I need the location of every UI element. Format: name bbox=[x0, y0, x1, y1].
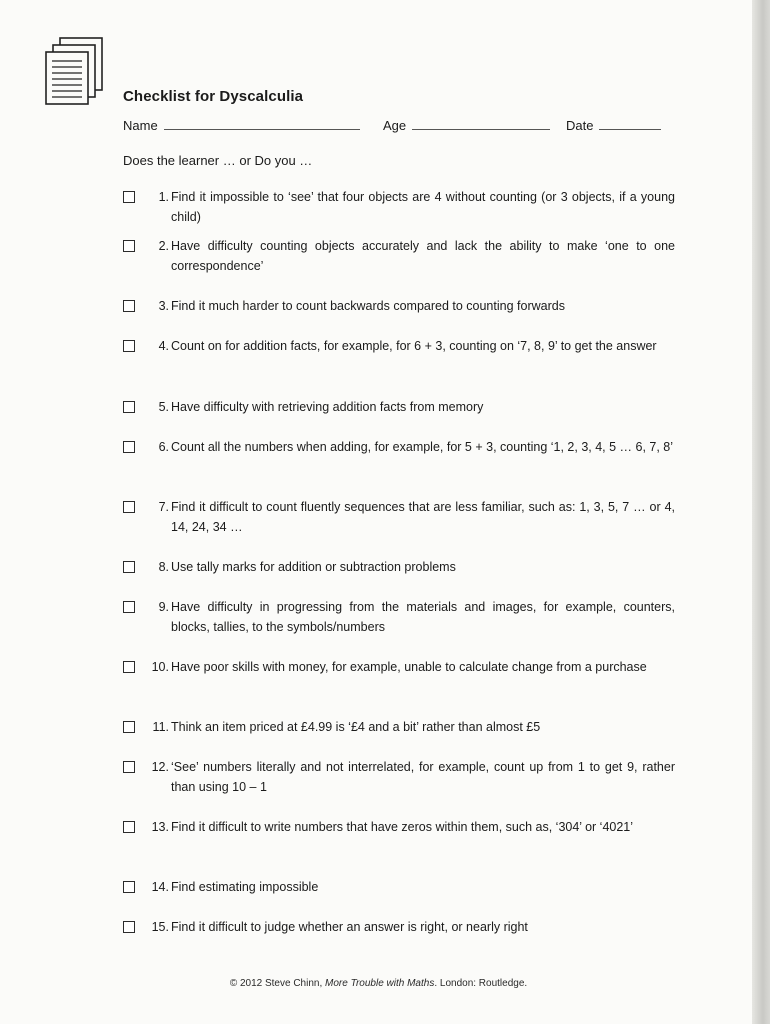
item-text: Count all the numbers when adding, for example, for 5 + 3, counting ‘1, 2, 3, 4, 5 … 6, 7, 8’ bbox=[171, 440, 674, 454]
item-text: Have difficulty in progressing from the materials and images, for example, counters, blocks, tallies, to the symbols/numbers bbox=[171, 600, 675, 634]
checklist-item bbox=[123, 877, 675, 897]
item-number: 3. bbox=[158, 299, 169, 313]
item-number: 14. bbox=[151, 880, 169, 894]
intro-text: Does the learner … or Do you … bbox=[123, 153, 313, 168]
footer-book-title: More Trouble with Maths bbox=[325, 978, 435, 989]
checklist-item bbox=[123, 236, 675, 276]
item-number: 8. bbox=[158, 560, 169, 574]
checkbox[interactable] bbox=[123, 401, 135, 413]
page-binding-shadow bbox=[752, 0, 770, 1024]
checklist-item bbox=[123, 657, 675, 677]
item-text: Have poor skills with money, for example, unable to calculate change from a purchase bbox=[171, 660, 647, 674]
checklist-item bbox=[123, 397, 675, 417]
footer-prefix: © 2012 Steve Chinn, bbox=[229, 978, 326, 989]
item-number: 6. bbox=[158, 440, 169, 454]
item-text: Find estimating impossible bbox=[171, 880, 319, 894]
learner-fields bbox=[123, 117, 673, 137]
age-field[interactable] bbox=[383, 117, 550, 133]
checkbox[interactable] bbox=[123, 240, 135, 252]
name-line bbox=[164, 117, 360, 130]
item-number: 2. bbox=[158, 239, 169, 253]
date-field[interactable] bbox=[566, 117, 661, 133]
checklist-item bbox=[123, 497, 675, 537]
name-field[interactable] bbox=[123, 117, 360, 133]
item-number: 12. bbox=[151, 760, 169, 774]
checkbox[interactable] bbox=[123, 881, 135, 893]
item-text: ‘See’ numbers literally and not interrelated, for example, count up from 1 to get 9, rather than using 10 – 1 bbox=[171, 760, 675, 794]
checkbox[interactable] bbox=[123, 501, 135, 513]
footer-suffix: . London: Routledge. bbox=[434, 978, 528, 989]
checklist-item bbox=[123, 597, 675, 637]
item-number: 1. bbox=[158, 190, 169, 204]
item-text: Find it impossible to ‘see’ that four objects are 4 without counting (or 3 objects, if a young child) bbox=[171, 190, 675, 224]
item-number: 15. bbox=[151, 920, 169, 934]
checkbox[interactable] bbox=[123, 300, 135, 312]
checkbox[interactable] bbox=[123, 340, 135, 352]
item-text: Find it much harder to count backwards compared to counting forwards bbox=[171, 299, 565, 313]
checkbox[interactable] bbox=[123, 191, 135, 203]
date-label: Date bbox=[566, 118, 594, 133]
checkbox[interactable] bbox=[123, 441, 135, 453]
checkbox[interactable] bbox=[123, 821, 135, 833]
item-number: 7. bbox=[158, 500, 169, 514]
item-text: Find it difficult to count fluently sequences that are less familiar, such as: 1, 3, 5, 7 … or 4, 14, 24, 34 … bbox=[171, 500, 675, 534]
checklist-item bbox=[123, 757, 675, 797]
document-stack-icon bbox=[42, 36, 106, 108]
item-number: 9. bbox=[158, 600, 169, 614]
page-title: Checklist for Dyscalculia bbox=[123, 88, 304, 105]
checklist-item bbox=[123, 187, 675, 227]
checklist-item bbox=[123, 817, 675, 837]
checkbox[interactable] bbox=[123, 921, 135, 933]
item-text: Have difficulty with retrieving addition facts from memory bbox=[171, 400, 484, 414]
copyright-footer bbox=[0, 978, 757, 989]
item-text: Think an item priced at £4.99 is ‘£4 and a bit’ rather than almost £5 bbox=[171, 720, 541, 734]
checkbox[interactable] bbox=[123, 561, 135, 573]
checklist-item bbox=[123, 557, 675, 577]
item-number: 5. bbox=[158, 400, 169, 414]
item-text: Find it difficult to judge whether an answer is right, or nearly right bbox=[171, 920, 528, 934]
checkbox[interactable] bbox=[123, 661, 135, 673]
name-label: Name bbox=[123, 118, 158, 133]
checklist-item bbox=[123, 437, 675, 457]
item-text: Have difficulty counting objects accurately and lack the ability to make ‘one to one correspondence’ bbox=[171, 239, 675, 273]
item-number: 4. bbox=[158, 339, 169, 353]
checklist-item bbox=[123, 296, 675, 316]
age-line bbox=[412, 117, 550, 130]
checkbox[interactable] bbox=[123, 721, 135, 733]
checkbox[interactable] bbox=[123, 601, 135, 613]
checkbox[interactable] bbox=[123, 761, 135, 773]
date-line bbox=[599, 117, 661, 130]
item-number: 13. bbox=[151, 820, 169, 834]
checklist-item bbox=[123, 336, 675, 356]
item-number: 11. bbox=[152, 720, 169, 734]
age-label: Age bbox=[383, 118, 407, 133]
item-text: Count on for addition facts, for example, for 6 + 3, counting on ‘7, 8, 9’ to get the answer bbox=[171, 339, 657, 353]
item-text: Find it difficult to write numbers that have zeros within them, such as, ‘304’ or ‘4021’ bbox=[171, 820, 634, 834]
checklist-item bbox=[123, 917, 675, 937]
checklist-item bbox=[123, 717, 675, 737]
item-text: Use tally marks for addition or subtraction problems bbox=[171, 560, 456, 574]
item-number: 10. bbox=[151, 660, 169, 674]
